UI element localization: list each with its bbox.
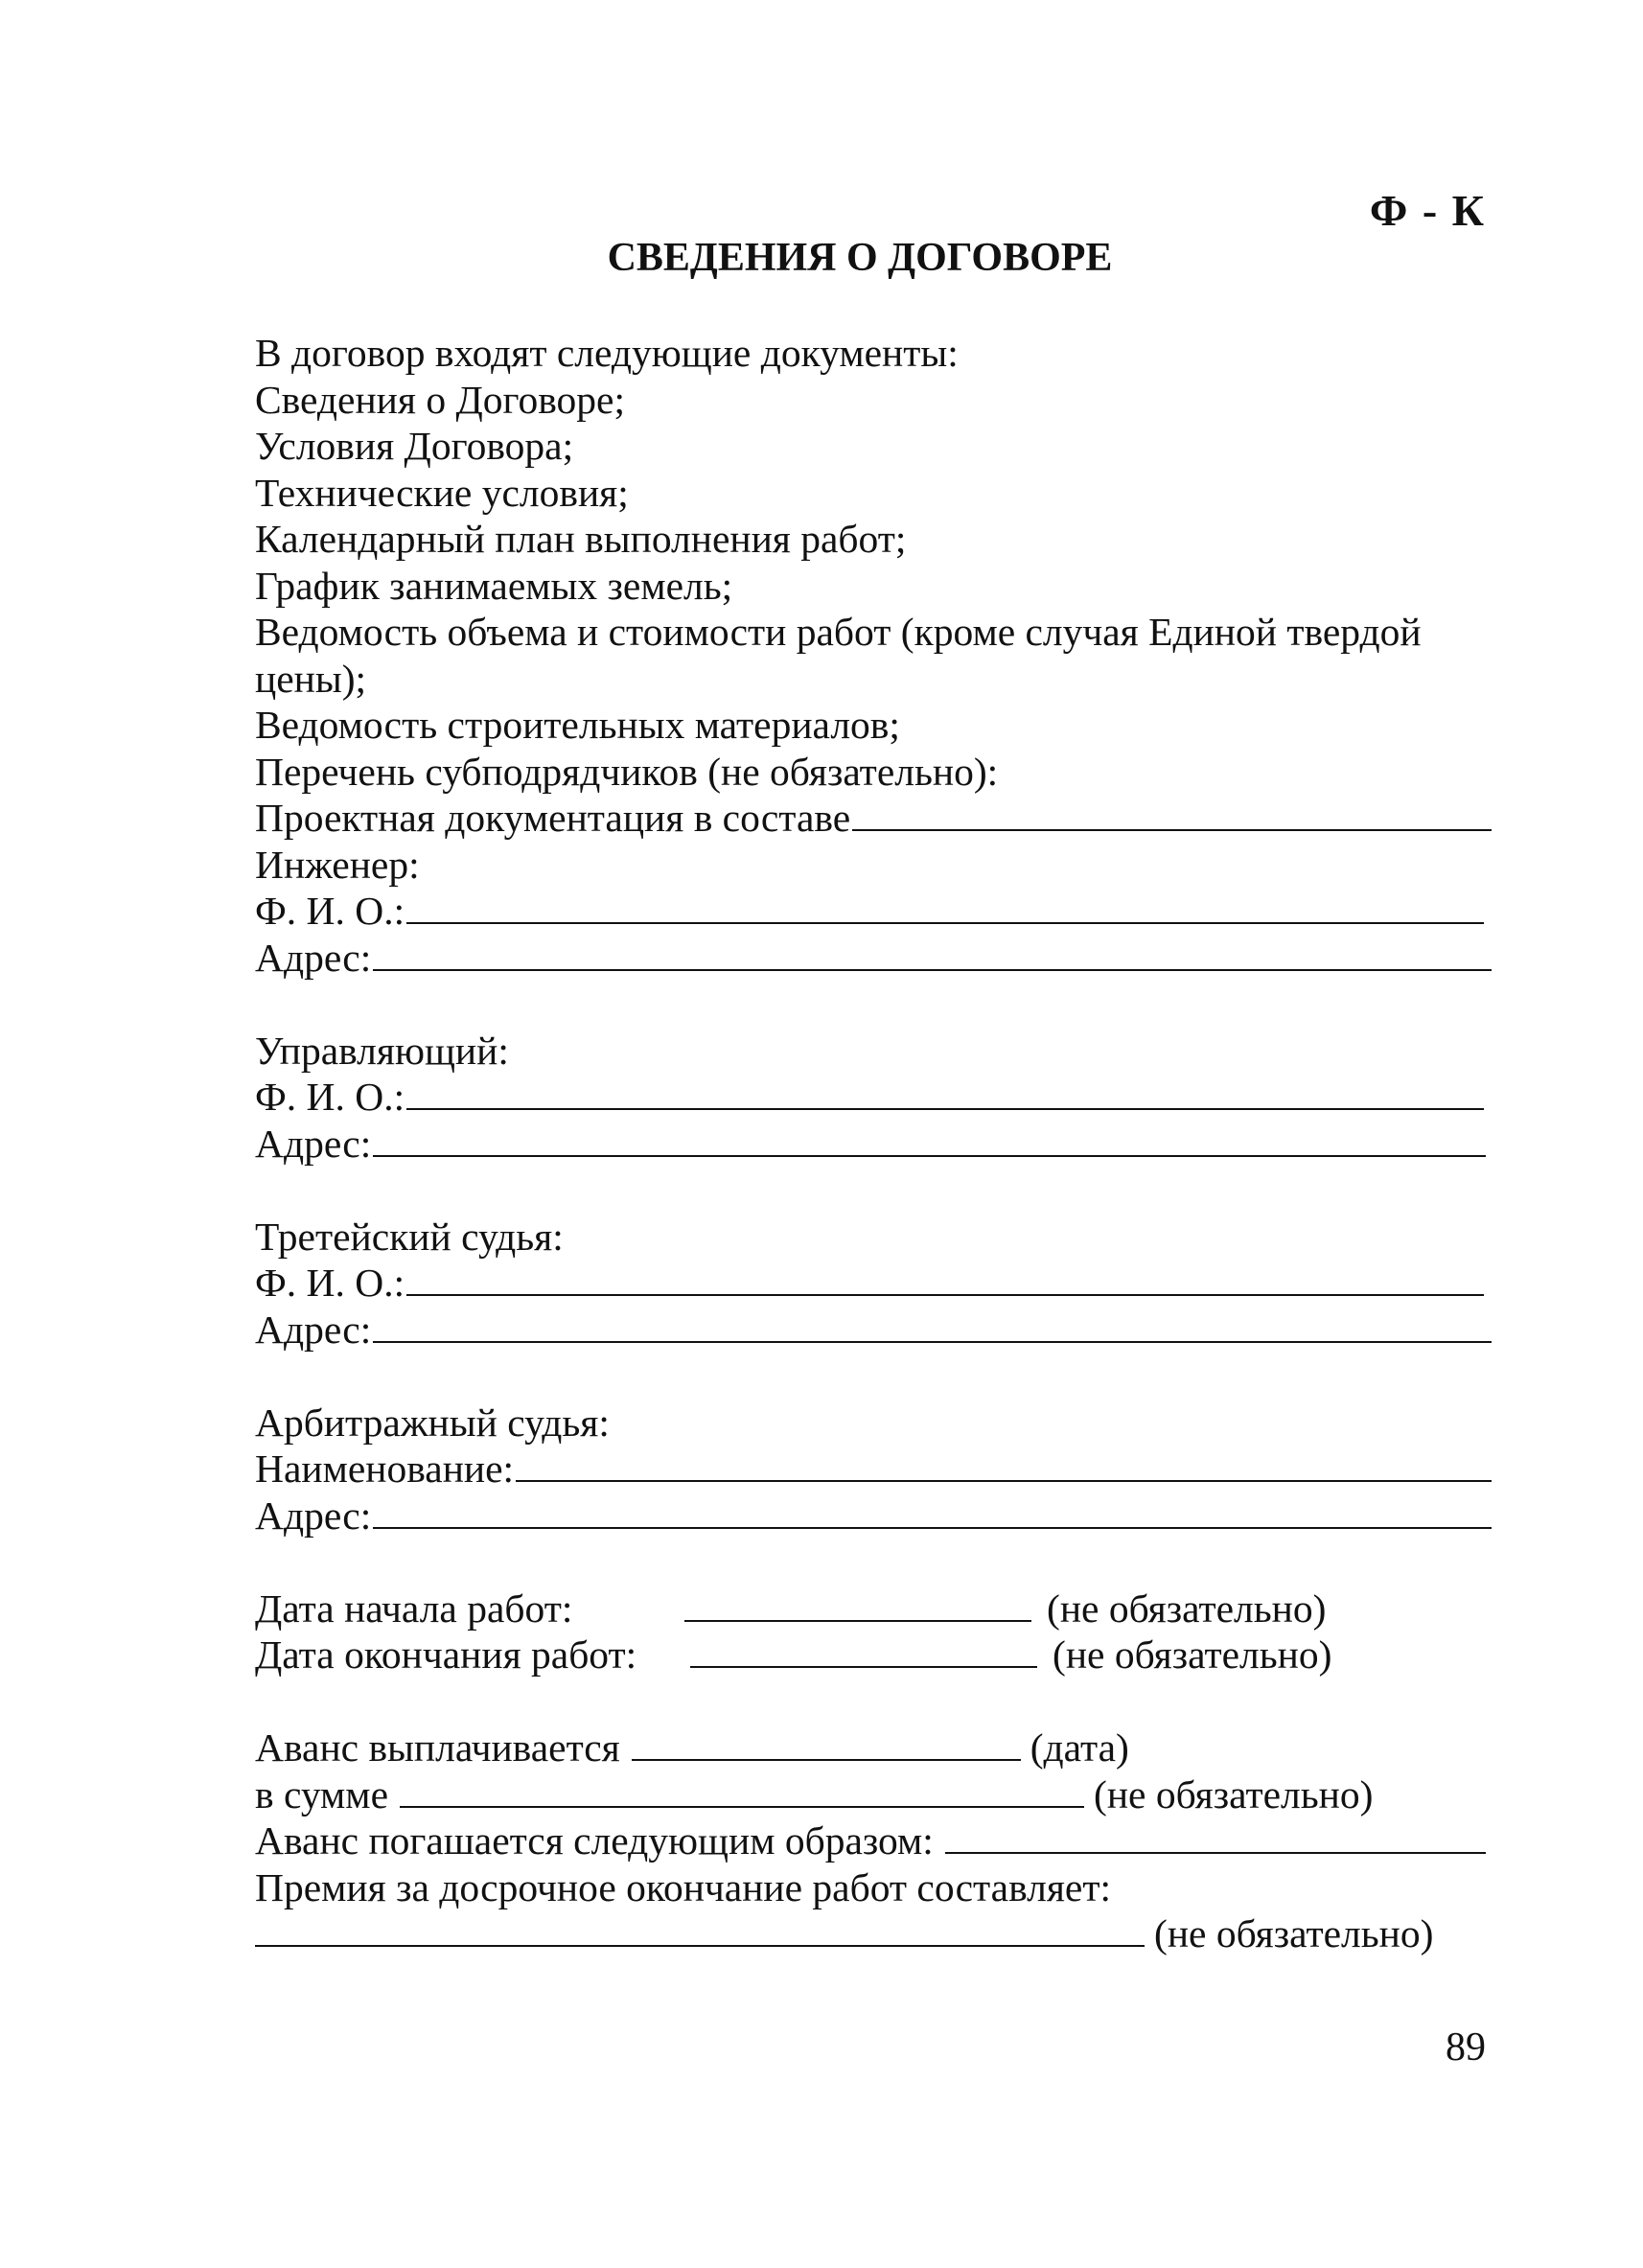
manager-fio-field[interactable]: [406, 1079, 1484, 1110]
engineer-heading: Инженер:: [255, 842, 420, 887]
engineer-address-field[interactable]: [373, 940, 1492, 971]
address-label: Адрес:: [255, 1121, 372, 1166]
engineer-address-row: [255, 935, 1492, 982]
arbiter-fio-row: [255, 1260, 1492, 1307]
form-code: Ф - К: [1369, 186, 1486, 235]
arbitration-judge-address-field[interactable]: [373, 1498, 1492, 1529]
end-date-note: (не обязательно): [1053, 1632, 1332, 1677]
fio-label: Ф. И. О.:: [255, 889, 405, 933]
manager-address-field[interactable]: [373, 1126, 1486, 1157]
advance-sum-row: [255, 1771, 1492, 1818]
volume-statement-line-cont: цены);: [255, 656, 367, 701]
project-docs-label: Проектная документация в составе: [255, 796, 851, 840]
engineer-fio-row: [255, 888, 1492, 935]
page-title: СВЕДЕНИЯ О ДОГОВОРЕ: [607, 236, 1113, 280]
start-date-field[interactable]: [684, 1591, 1031, 1622]
arbitration-judge-address-row: [255, 1493, 1492, 1539]
bonus-note: (не обязательно): [1154, 1911, 1434, 1956]
page-number: 89: [1446, 2025, 1486, 2070]
document-item: Календарный план выполнения работ;: [255, 517, 907, 561]
project-docs-field[interactable]: [852, 800, 1492, 831]
project-docs-row: [255, 795, 1492, 842]
document-item: Сведения о Договоре;: [255, 377, 626, 422]
arbiter-address-field[interactable]: [373, 1312, 1492, 1343]
document-item: Технические условия;: [255, 470, 629, 515]
bonus-row: [255, 1910, 1492, 1957]
manager-heading: Управляющий:: [255, 1028, 509, 1073]
advance-repay-row: [255, 1817, 1492, 1864]
start-date-label: Дата начала работ:: [255, 1585, 573, 1631]
arbiter-fio-field[interactable]: [406, 1265, 1484, 1296]
document-item: График занимаемых земель;: [255, 563, 733, 608]
volume-statement-line: Ведомость объема и стоимости работ (кроме случая Единой твердой: [255, 610, 1422, 654]
end-date-row: [255, 1632, 1492, 1678]
start-date-note: (не обязательно): [1047, 1585, 1327, 1631]
end-date-field[interactable]: [690, 1637, 1037, 1668]
arbiter-heading: Третейский судья:: [255, 1214, 564, 1259]
fio-label: Ф. И. О.:: [255, 1261, 405, 1305]
bonus-heading: Премия за досрочное окончание работ составляет:: [255, 1864, 1112, 1909]
bonus-field[interactable]: [255, 1916, 1145, 1947]
address-label: Адрес:: [255, 935, 372, 980]
arbitration-judge-name-row: [255, 1446, 1492, 1493]
subcontractors-list: Перечень субподрядчиков (не обязательно):: [255, 749, 999, 794]
document-item: Условия Договора;: [255, 424, 574, 468]
address-label: Адрес:: [255, 1493, 372, 1538]
fio-label: Ф. И. О.:: [255, 1075, 405, 1119]
materials-statement: Ведомость строительных материалов;: [255, 703, 900, 747]
arbitration-judge-name-field[interactable]: [516, 1451, 1492, 1482]
manager-fio-row: [255, 1074, 1492, 1121]
documents-intro: В договор входят следующие документы:: [255, 331, 959, 375]
advance-date-field[interactable]: [632, 1730, 1021, 1761]
advance-repay-field[interactable]: [945, 1823, 1486, 1854]
manager-address-row: [255, 1121, 1492, 1168]
advance-sum-label: в сумме: [255, 1771, 388, 1817]
engineer-fio-field[interactable]: [406, 893, 1484, 924]
name-label: Наименование:: [255, 1446, 515, 1491]
end-date-label: Дата окончания работ:: [255, 1632, 637, 1677]
arbiter-address-row: [255, 1307, 1492, 1354]
advance-sum-field[interactable]: [400, 1777, 1084, 1808]
arbitration-judge-heading: Арбитражный судья:: [255, 1400, 610, 1445]
address-label: Адрес:: [255, 1307, 372, 1352]
advance-date-note: (дата): [1030, 1725, 1129, 1770]
advance-repay-label: Аванс погашается следующим образом:: [255, 1818, 934, 1863]
advance-paid-label: Аванс выплачивается: [255, 1725, 620, 1770]
advance-paid-row: [255, 1724, 1492, 1771]
advance-sum-note: (не обязательно): [1094, 1771, 1374, 1817]
start-date-row: [255, 1585, 1492, 1632]
form-body: [255, 330, 1492, 1957]
